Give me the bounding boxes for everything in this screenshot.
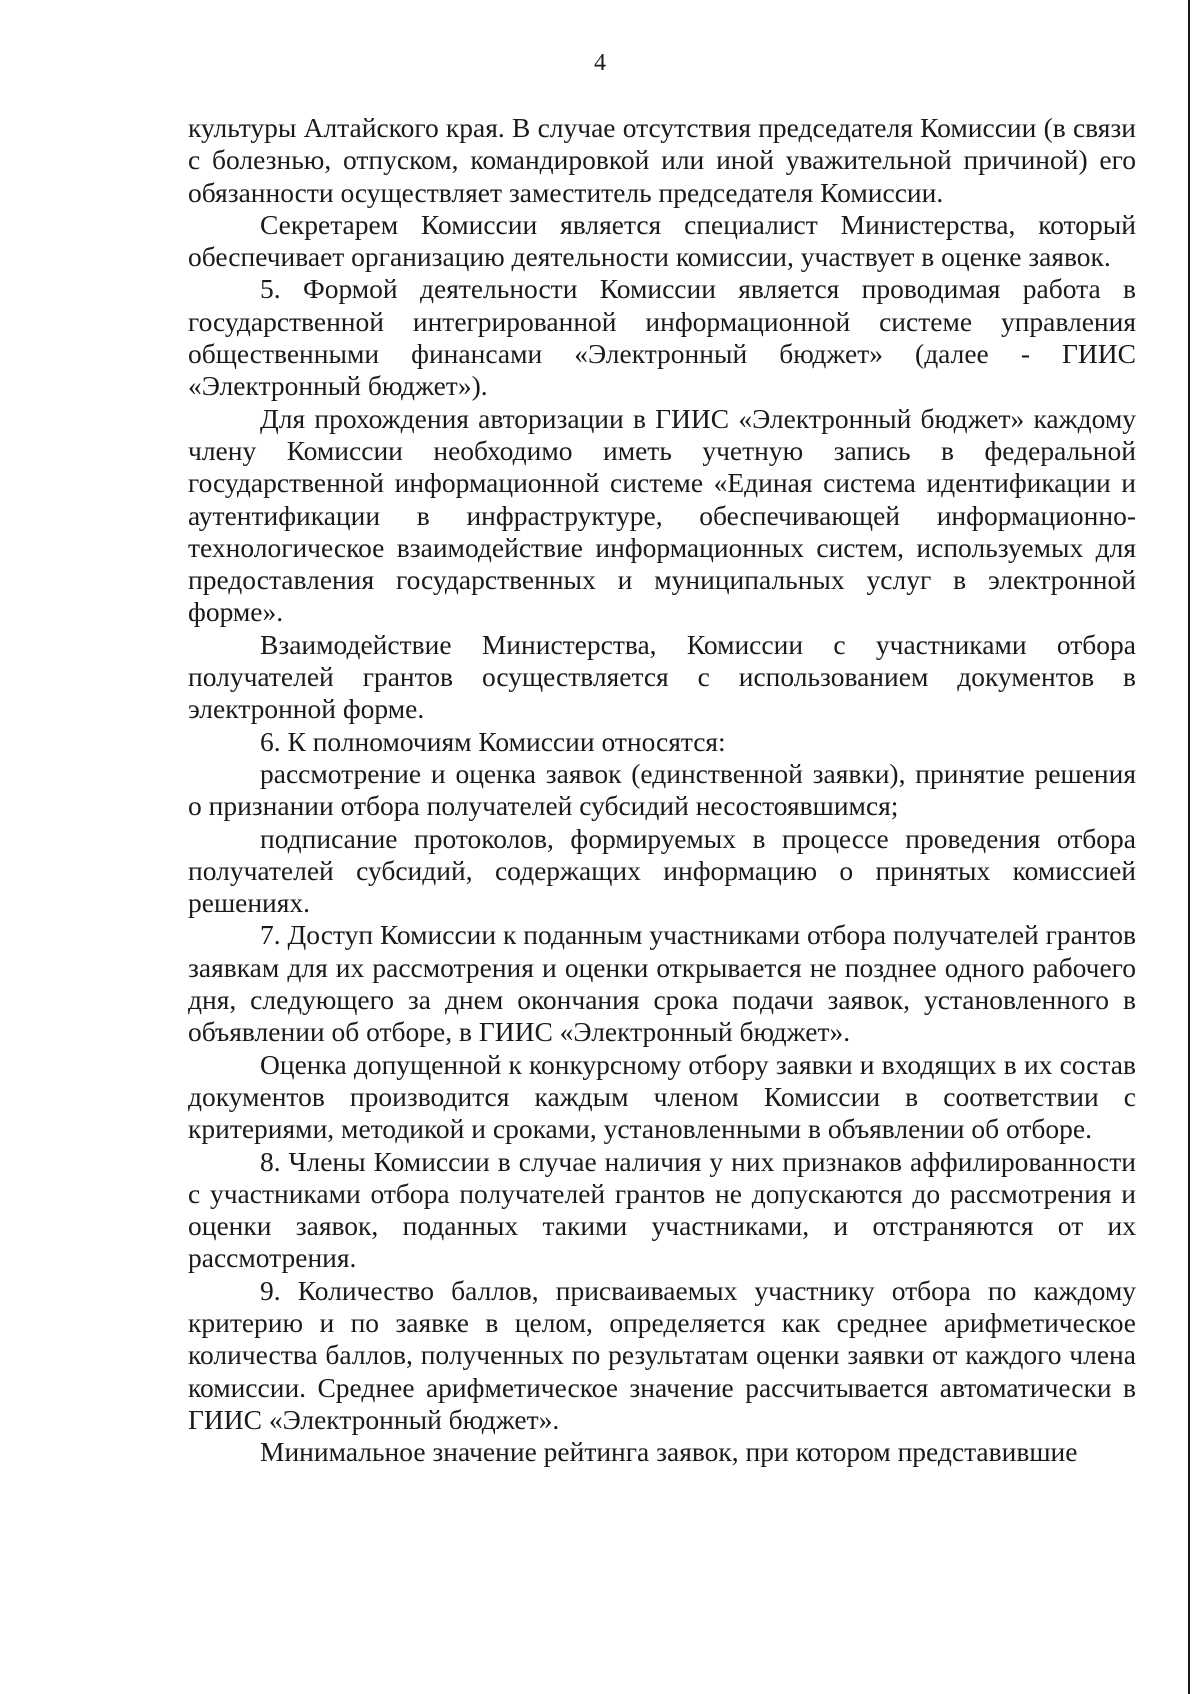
paragraph-evaluation: Оценка допущенной к конкурсному отбору заявки и входящих в их состав документов производится каждым членом Комиссии в соответствии с критериями, методикой и сроками, установленными в объявлении об отборе. — [188, 1048, 1136, 1145]
scan-edge-line — [1188, 0, 1190, 1694]
paragraph-8: 8. Члены Комиссии в случае наличия у них признаков аффилированности с участниками отбора получателей грантов не допускаются до рассмотрения и оценки заявок, поданных такими участниками, и отстраняются от их рассмотрения. — [188, 1145, 1136, 1274]
paragraph-continuation: культуры Алтайского края. В случае отсутствия председателя Комиссии (в связи с болезнью, отпуском, командировкой или иной уважительной причиной) его обязанности осуществляет заместитель председателя Комиссии. — [188, 112, 1136, 208]
document-body — [188, 112, 1136, 1468]
page-number: 4 — [594, 50, 606, 76]
paragraph-6-item-1: рассмотрение и оценка заявок (единственной заявки), принятие решения о признании отбора получателей субсидий несостоявшимся; — [188, 757, 1136, 822]
paragraph-authorization: Для прохождения авторизации в ГИИС «Электронный бюджет» каждому члену Комиссии необходимо иметь учетную запись в федеральной государственной информационной системе «Единая система идентификации и аутентификации в инфраструктуре, обеспечивающей информационно-технологическое взаимодействие информационных систем, используемых для предоставления государственных и муниципальных услуг в электронной форме». — [188, 402, 1136, 628]
paragraph-7: 7. Доступ Комиссии к поданным участниками отбора получателей грантов заявкам для их рассмотрения и оценки открывается не позднее одного рабочего дня, следующего за днем окончания срока подачи заявок, установленного в объявлении об отборе, в ГИИС «Электронный бюджет». — [188, 919, 1136, 1048]
paragraph-5: 5. Формой деятельности Комиссии является проводимая работа в государственной интегрированной информационной системе управления общественными финансами «Электронный бюджет» (далее - ГИИС «Электронный бюджет»). — [188, 273, 1136, 402]
paragraph-secretary: Секретарем Комиссии является специалист Министерства, который обеспечивает организацию деятельности комиссии, участвует в оценке заявок. — [188, 208, 1136, 273]
paragraph-rating: Минимальное значение рейтинга заявок, при котором представившие — [260, 1436, 1078, 1468]
paragraph-interaction: Взаимодействие Министерства, Комиссии с участниками отбора получателей грантов осуществляется с использованием документов в электронной форме. — [188, 628, 1136, 725]
paragraph-6: 6. К полномочиям Комиссии относятся: — [260, 725, 726, 757]
paragraph-9: 9. Количество баллов, присваиваемых участнику отбора по каждому критерию и по заявке в целом, определяется как среднее арифметическое количества баллов, полученных по результатам оценки заявки от каждого члена комиссии. Среднее арифметическое значение рассчитывается автоматически в ГИИС «Электронный бюджет». — [188, 1274, 1136, 1435]
paragraph-6-item-2: подписание протоколов, формируемых в процессе проведения отбора получателей субсидий, содержащих информацию о принятых комиссией решениях. — [188, 822, 1136, 919]
